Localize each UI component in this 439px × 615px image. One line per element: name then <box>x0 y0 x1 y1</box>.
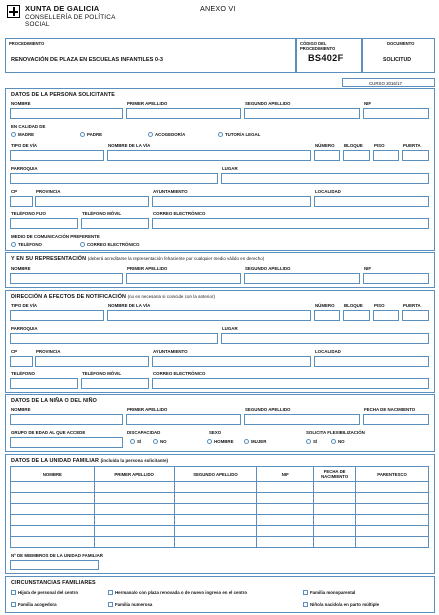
applicant-piso-field[interactable] <box>373 150 399 161</box>
table-cell[interactable] <box>314 482 356 493</box>
table-cell[interactable] <box>356 493 429 504</box>
label-parroquia: PARROQUIA <box>11 166 38 171</box>
applicant-cp-field[interactable] <box>10 196 33 207</box>
table-cell[interactable] <box>174 515 257 526</box>
radio-disc-no[interactable] <box>153 439 158 444</box>
rep-apellido2-field[interactable] <box>244 273 360 284</box>
table-cell[interactable] <box>257 515 314 526</box>
label-apellido2: SEGUNDO APELLIDO <box>245 101 291 106</box>
table-cell[interactable] <box>314 504 356 515</box>
radio-padre[interactable] <box>80 132 85 137</box>
col-fecha: FECHA DE NACIMIENTO <box>314 467 356 482</box>
annex-label: ANEXO VI <box>200 4 236 13</box>
radio-acogedor[interactable] <box>148 132 153 137</box>
not-label-bloque: BLOQUE <box>344 303 363 308</box>
table-cell[interactable] <box>356 537 429 548</box>
not-label-correo: CORREO ELECTRÓNICO <box>153 371 206 376</box>
radio-disc-si[interactable] <box>130 439 135 444</box>
child-nombre-field[interactable] <box>10 414 123 425</box>
logo-title: XUNTA DE GALICIA <box>25 4 100 13</box>
option-flex-si[interactable]: SÍ <box>306 439 317 444</box>
xunta-logo-icon <box>7 5 20 18</box>
child-label-discapacidad: DISCAPACIDAD <box>127 430 161 435</box>
not-parroquia-field[interactable] <box>10 333 218 344</box>
not-correo-field[interactable] <box>152 378 429 389</box>
course-label: CURSO 2016/17 <box>369 80 402 86</box>
applicant-ayuntamiento-field[interactable] <box>152 196 311 207</box>
not-label-ayuntamiento: AYUNTAMIENTO <box>153 349 188 354</box>
rep-label-apellido2: SEGUNDO APELLIDO <box>245 266 291 271</box>
applicant-lugar-field[interactable] <box>221 173 429 184</box>
not-lugar-field[interactable] <box>221 333 429 344</box>
table-cell[interactable] <box>174 482 257 493</box>
child-label-flex: SOLICITA FLEXIBILIZACIÓN <box>306 430 365 435</box>
applicant-telefono-movil-field[interactable] <box>81 218 149 229</box>
family-table <box>10 466 429 548</box>
checkbox-hijo-personal[interactable] <box>11 590 16 595</box>
table-cell[interactable] <box>257 482 314 493</box>
not-cp-field[interactable] <box>10 356 33 367</box>
radio-hombre[interactable] <box>207 439 212 444</box>
child-grupo-field[interactable] <box>10 437 123 448</box>
applicant-bloque-field[interactable] <box>343 150 370 161</box>
family-title: DATOS DE LA UNIDAD FAMILIAR (incluida la persona solicitante) <box>11 458 169 464</box>
table-cell[interactable] <box>94 493 174 504</box>
circumstances-title: CIRCUNSTANCIAS FAMILIARES <box>11 580 96 586</box>
applicant-parroquia-field[interactable] <box>10 173 218 184</box>
procedure-label: PROCEDIMIENTO <box>9 41 45 46</box>
child-apellido1-field[interactable] <box>126 414 241 425</box>
table-row <box>11 526 429 537</box>
label-cp: CP <box>11 189 18 194</box>
applicant-nombre-field[interactable] <box>10 108 123 119</box>
label-miembros: Nº DE MIEMBROS DE LA UNIDAD FAMILIAR <box>11 553 103 558</box>
label-nif: NIF <box>364 101 372 106</box>
label-localidad: LOCALIDAD <box>315 189 341 194</box>
not-bloque-field[interactable] <box>343 310 370 321</box>
table-cell[interactable] <box>11 504 95 515</box>
table-row <box>11 482 429 493</box>
rep-label-nombre: NOMBRE <box>11 266 31 271</box>
applicant-nombre-via-field[interactable] <box>107 150 311 161</box>
label-correo: CORREO ELECTRÓNICO <box>153 211 206 216</box>
not-label-telefono: TELÉFONO <box>11 371 35 376</box>
option-padre[interactable]: PADRE <box>80 132 102 137</box>
rep-label-apellido1: PRIMER APELLIDO <box>127 266 168 271</box>
applicant-title: DATOS DE LA PERSONA SOLICITANTE <box>11 92 115 98</box>
radio-telefono[interactable] <box>11 242 16 247</box>
option-disc-si[interactable]: SÍ <box>130 439 141 444</box>
check-acogedora[interactable]: Familia acogedora <box>11 602 57 607</box>
col-apellido1: PRIMER APELLIDO <box>94 467 174 482</box>
table-cell[interactable] <box>314 515 356 526</box>
check-hijo-personal[interactable]: Hijo/a de personal del centro <box>11 590 78 595</box>
table-cell[interactable] <box>11 537 95 548</box>
child-label-apellido1: PRIMER APELLIDO <box>127 407 168 412</box>
option-hombre[interactable]: HOMBRE <box>207 439 234 444</box>
table-cell[interactable] <box>174 537 257 548</box>
document-box <box>362 38 435 73</box>
option-flex-no[interactable]: NO <box>331 439 345 444</box>
table-cell[interactable] <box>257 537 314 548</box>
check-monoparental[interactable]: Familia monoparental <box>303 590 355 595</box>
label-numero: NÚMERO <box>315 143 335 148</box>
doc-value: SOLICITUD <box>383 57 411 63</box>
code-label: CÓDIGO DEL PROCEDIMIENTO <box>300 41 336 51</box>
radio-flex-si[interactable] <box>306 439 311 444</box>
applicant-puerta-field[interactable] <box>402 150 429 161</box>
radio-madre[interactable] <box>11 132 16 137</box>
not-label-parroquia: PARROQUIA <box>11 326 38 331</box>
child-label-nombre: NOMBRE <box>11 407 31 412</box>
option-mujer[interactable]: MUJER <box>244 439 266 444</box>
not-label-piso: PISO <box>374 303 385 308</box>
label-medio: MEDIO DE COMUNICACIÓN PREFERENTE <box>11 234 100 239</box>
label-calidad: EN CALIDAD DE <box>11 124 46 129</box>
table-cell[interactable] <box>174 526 257 537</box>
table-cell[interactable] <box>94 526 174 537</box>
child-label-fecha: FECHA DE NACIMIENTO <box>364 407 416 412</box>
table-cell[interactable] <box>314 493 356 504</box>
not-nombre-via-field[interactable] <box>107 310 311 321</box>
table-cell[interactable] <box>11 482 95 493</box>
not-label-telefono-movil: TELÉFONO MÓVIL <box>82 371 122 376</box>
applicant-telefono-fijo-field[interactable] <box>10 218 78 229</box>
applicant-apellido2-field[interactable] <box>244 108 360 119</box>
rep-nombre-field[interactable] <box>10 273 123 284</box>
table-cell[interactable] <box>94 504 174 515</box>
rep-apellido1-field[interactable] <box>126 273 241 284</box>
label-telefono-fijo: TELÉFONO FIJO <box>11 211 46 216</box>
option-acogedor[interactable]: ACOGEDOR/A <box>148 132 185 137</box>
applicant-correo-field[interactable] <box>152 218 429 229</box>
miembros-field[interactable] <box>10 560 99 570</box>
col-nombre: NOMBRE <box>11 467 95 482</box>
checkbox-monoparental[interactable] <box>303 590 308 595</box>
not-label-numero: NÚMERO <box>315 303 335 308</box>
table-cell[interactable] <box>11 493 95 504</box>
label-apellido1: PRIMER APELLIDO <box>127 101 168 106</box>
not-label-tipo-via: TIPO DE VÍA <box>11 303 38 308</box>
table-cell[interactable] <box>356 526 429 537</box>
notification-title: DIRECCIÓN A EFECTOS DE NOTIFICACIÓN (no es necesaria si coincide con la anterior) <box>11 294 216 300</box>
not-localidad-field[interactable] <box>314 356 429 367</box>
procedure-box <box>5 38 296 73</box>
child-label-grupo: GRUPO DE EDAD AL QUE ACCEDE <box>11 430 86 435</box>
table-row <box>11 515 429 526</box>
child-label-apellido2: SEGUNDO APELLIDO <box>245 407 291 412</box>
not-telefono-movil-field[interactable] <box>81 378 149 389</box>
table-cell[interactable] <box>356 504 429 515</box>
option-madre[interactable]: MADRE <box>11 132 34 137</box>
check-numerosa[interactable]: Familia numerosa <box>108 602 152 607</box>
not-tipo-via-field[interactable] <box>10 310 104 321</box>
child-label-sexo: SEXO <box>209 430 222 435</box>
child-fecha-field[interactable] <box>363 414 429 425</box>
applicant-localidad-field[interactable] <box>314 196 429 207</box>
label-provincia: PROVINCIA <box>36 189 61 194</box>
table-cell[interactable] <box>174 493 257 504</box>
table-cell[interactable] <box>94 515 174 526</box>
option-tutor[interactable]: TUTOR/A LEGAL <box>218 132 260 137</box>
col-parentesco: PARENTESCO <box>356 467 429 482</box>
table-cell[interactable] <box>174 504 257 515</box>
label-ayuntamiento: AYUNTAMIENTO <box>153 189 188 194</box>
not-label-localidad: LOCALIDAD <box>315 349 341 354</box>
radio-tutor[interactable] <box>218 132 223 137</box>
col-apellido2: SEGUNDO APELLIDO <box>174 467 257 482</box>
rep-label-nif: NIF <box>364 266 372 271</box>
doc-label: DOCUMENTO <box>387 41 415 46</box>
not-puerta-field[interactable] <box>402 310 429 321</box>
not-telefono-field[interactable] <box>10 378 78 389</box>
check-parto-multiple[interactable]: Niño/a nacido/a en parto múltiple <box>303 602 379 607</box>
child-apellido2-field[interactable] <box>244 414 360 425</box>
logo-subtitle: CONSELLERÍA DE POLÍTICA SOCIAL <box>25 14 116 29</box>
not-label-lugar: LUGAR <box>222 326 238 331</box>
not-label-cp: CP <box>11 349 18 354</box>
option-disc-no[interactable]: NO <box>153 439 167 444</box>
applicant-provincia-field[interactable] <box>35 196 149 207</box>
radio-mujer[interactable] <box>244 439 249 444</box>
label-telefono-movil: TELÉFONO MÓVIL <box>82 211 122 216</box>
applicant-numero-field[interactable] <box>314 150 340 161</box>
label-nombre-via: NOMBRE DE LA VÍA <box>108 143 151 148</box>
label-puerta: PUERTA <box>403 143 421 148</box>
table-cell[interactable] <box>314 537 356 548</box>
option-correo[interactable]: CORREO ELECTRÓNICO <box>80 242 139 247</box>
label-piso: PISO <box>374 143 385 148</box>
radio-correo[interactable] <box>80 242 85 247</box>
not-piso-field[interactable] <box>373 310 399 321</box>
table-cell[interactable] <box>11 526 95 537</box>
table-row <box>11 493 429 504</box>
check-hermano[interactable]: Hermana/o con plaza renovada o de nuevo ingreso en el centro <box>108 590 247 595</box>
table-cell[interactable] <box>11 515 95 526</box>
code-box <box>296 38 362 73</box>
table-row <box>11 537 429 548</box>
procedure-code: BS402F <box>308 53 344 63</box>
table-cell[interactable] <box>94 537 174 548</box>
table-row <box>11 504 429 515</box>
checkbox-numerosa[interactable] <box>108 602 113 607</box>
option-telefono[interactable]: TELÉFONO <box>11 242 42 247</box>
not-label-nombre-via: NOMBRE DE LA VÍA <box>108 303 151 308</box>
radio-flex-no[interactable] <box>331 439 336 444</box>
applicant-nif-field[interactable] <box>363 108 429 119</box>
label-lugar: LUGAR <box>222 166 238 171</box>
checkbox-acogedora[interactable] <box>11 602 16 607</box>
table-cell[interactable] <box>257 504 314 515</box>
table-cell[interactable] <box>356 482 429 493</box>
applicant-tipo-via-field[interactable] <box>10 150 104 161</box>
table-cell[interactable] <box>314 526 356 537</box>
rep-nif-field[interactable] <box>363 273 429 284</box>
checkbox-hermano[interactable] <box>108 590 113 595</box>
representative-title: Y EN SU REPRESENTACIÓN (deberá acreditarse la representación fehaciente por cualquier medio válido en derecho) <box>11 256 265 262</box>
table-cell[interactable] <box>94 482 174 493</box>
not-ayuntamiento-field[interactable] <box>152 356 311 367</box>
table-cell[interactable] <box>257 493 314 504</box>
applicant-apellido1-field[interactable] <box>126 108 241 119</box>
label-bloque: BLOQUE <box>344 143 363 148</box>
not-provincia-field[interactable] <box>35 356 149 367</box>
not-numero-field[interactable] <box>314 310 340 321</box>
table-cell[interactable] <box>257 526 314 537</box>
not-label-puerta: PUERTA <box>403 303 421 308</box>
child-title: DATOS DE LA NIÑA O DEL NIÑO <box>11 398 97 404</box>
label-tipo-via: TIPO DE VÍA <box>11 143 38 148</box>
procedure-name: RENOVACIÓN DE PLAZA EN ESCUELAS INFANTILES 0-3 <box>11 57 163 63</box>
label-nombre: NOMBRE <box>11 101 31 106</box>
not-label-provincia: PROVINCIA <box>36 349 61 354</box>
col-nif: NIF <box>257 467 314 482</box>
course-box <box>342 78 435 87</box>
table-cell[interactable] <box>356 515 429 526</box>
checkbox-parto-multiple[interactable] <box>303 602 308 607</box>
family-table-header <box>11 467 429 482</box>
